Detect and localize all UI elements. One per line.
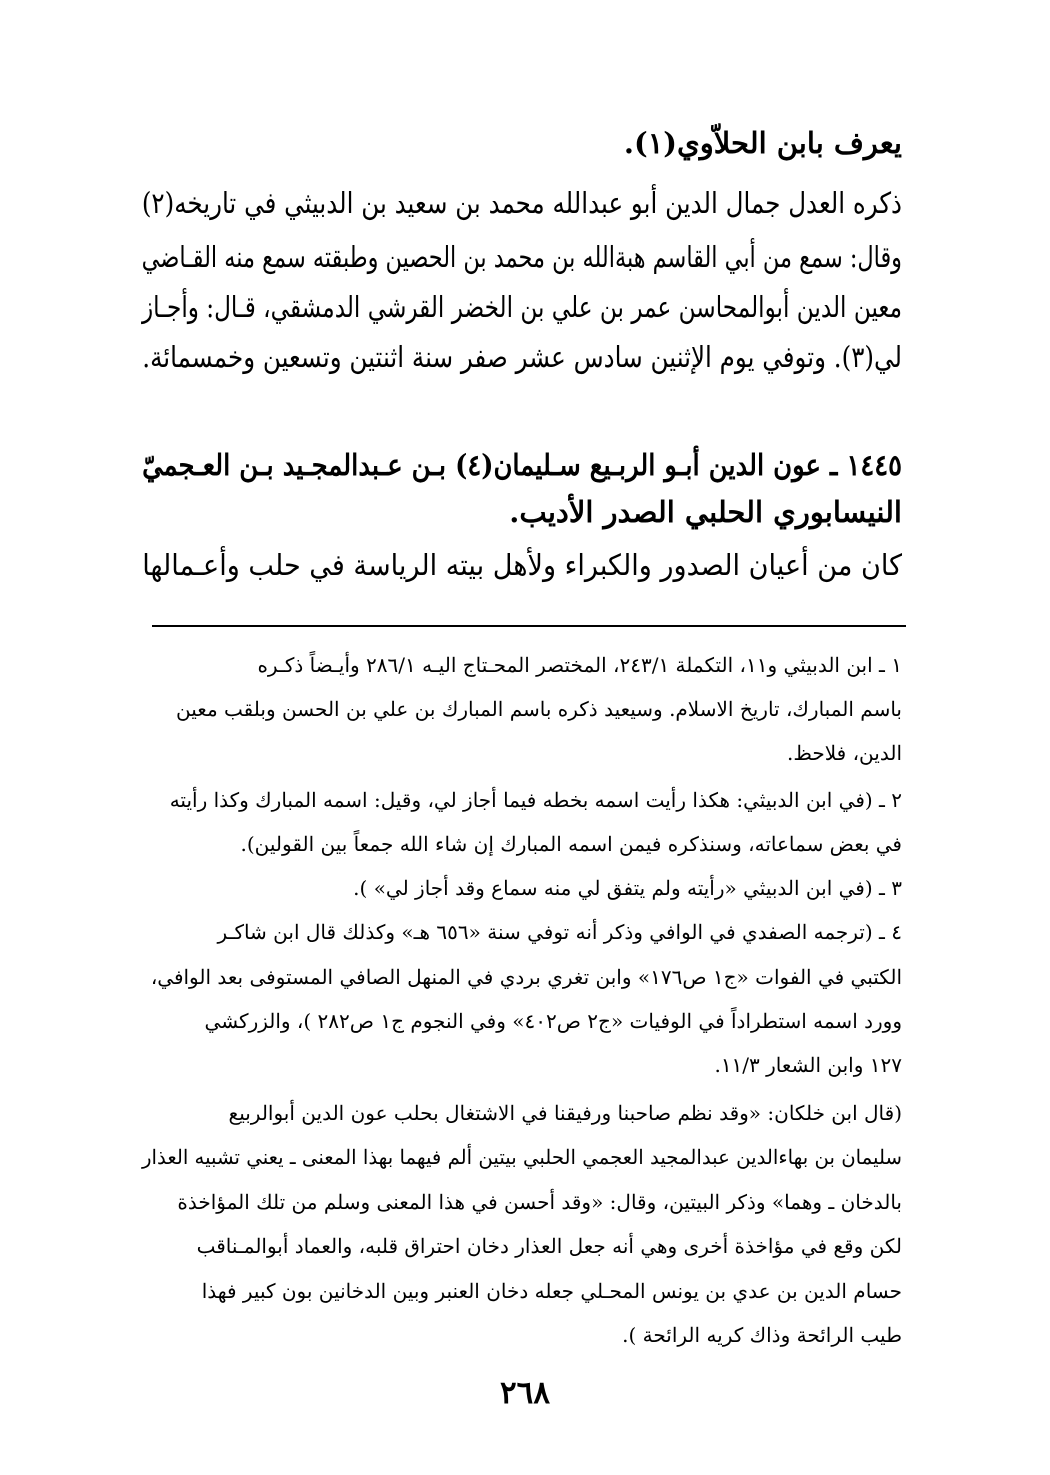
footnote-line: لكن وقع في مؤاخذة أخرى وهي أنه جعل العذار دخان احتراق قلبه، والعماد أبوالمـناقب bbox=[196, 1234, 902, 1258]
entry-heading-line: ١٤٤٥ ـ عون الدين أبـو الربـيع سـليمان(٤) بـن عـبدالمجـيد بـن العـجميّ bbox=[142, 448, 902, 482]
footnote-line: (قال ابن خلكان: «وقد نظم صاحبنا ورفيقنا في الاشتغال بحلب عون الدين أبوالربيع bbox=[228, 1101, 902, 1125]
footnote-line: ٤ ـ (ترجمه الصفدي في الوافي وذكر أنه توفي سنة «٦٥٦ هـ» وكذلك قال ابن شاكـر bbox=[217, 920, 902, 944]
main-text-line: لي(٣). وتوفي يوم الإثنين سادس عشر صفر سنة اثنتين وتسعين وخمسمائة. bbox=[142, 340, 902, 374]
footnote-line: وورد اسمه استطراداً في الوفيات «ج٢ ص٤٠٢» وفي النجوم ج١ ص٢٨٢ )، والزركشي bbox=[204, 1009, 902, 1033]
footnote-line: الكتبي في الفوات «ج١ ص١٧٦» وابن تغري بردي في المنهل الصافي المستوفى بعد الوافي، bbox=[150, 965, 902, 989]
page-number: ٢٦٨ bbox=[500, 1375, 550, 1411]
main-text-line: ذكره العدل جمال الدين أبو عبدالله محمد بن سعيد بن الدبيثي في تاريخه(٢) bbox=[141, 186, 903, 220]
footnote-line: باسم المبارك، تاريخ الاسلام. وسيعيد ذكره باسم المبارك بن علي بن الحسن وبلقب معين bbox=[176, 697, 902, 721]
footnote-line: حسام الدين بن عدي بن يونس المحـلي جعله دخان العنبر وبين الدخانين بون كبير فهذا bbox=[201, 1279, 902, 1303]
footnote-line: بالدخان ـ وهما» وذكر البيتين، وقال: «وقد أحسن في هذا المعنى وسلم من تلك المؤاخذة bbox=[177, 1190, 902, 1214]
footnote-line: طيب الرائحة وذاك كريه الرائحة ). bbox=[622, 1323, 902, 1347]
entry-heading-line: النيسابوري الحلبي الصدر الأديب. bbox=[509, 495, 902, 529]
footnote-line: ٣ ـ (في ابن الدبيثي «رأيته ولم يتفق لي منه سماع وقد أجاز لي» ). bbox=[353, 876, 902, 900]
footnote-line: سليمان بن بهاءالدين عبدالمجيد العجمي الحلبي بيتين ألم فيهما بهذا المعنى ـ يعني تشبيه العذار bbox=[142, 1145, 902, 1169]
footnote-line: ٢ ـ (في ابن الدبيثي: هكذا رأيت اسمه بخطه فيما أجاز لي، وقيل: اسمه المبارك وكذا رأيته bbox=[169, 788, 902, 812]
footnote-line: الدين، فلاحظ. bbox=[787, 741, 902, 765]
main-text-line: معين الدين أبوالمحاسن عمر بن علي بن الخضر القرشي الدمشقي، قـال: وأجـاز bbox=[141, 290, 903, 324]
main-text-line: يعرف بابن الحلاّوي(١). bbox=[623, 126, 902, 160]
footnote-line: ١٢٧ وابن الشعار ١١/٣. bbox=[714, 1053, 902, 1077]
footnote-divider bbox=[152, 625, 906, 627]
main-text-line: وقال: سمع من أبي القاسم هبةالله بن محمد بن الحصين وطبقته سمع منه القـاضي bbox=[141, 240, 902, 274]
entry-body-line: كان من أعيان الصدور والكبراء ولأهل بيته الرياسة في حلب وأعـمالها bbox=[142, 548, 902, 582]
footnote-line: في بعض سماعاته، وسنذكره فيمن اسمه المبارك إن شاء الله جمعاً بين القولين). bbox=[240, 832, 902, 856]
footnote-line: ١ ـ ابن الدبيثي و١١، التكملة ٢٤٣/١، المختصر المحـتاج اليـه ٢٨٦/١ وأيـضاً ذكـره bbox=[257, 653, 902, 677]
